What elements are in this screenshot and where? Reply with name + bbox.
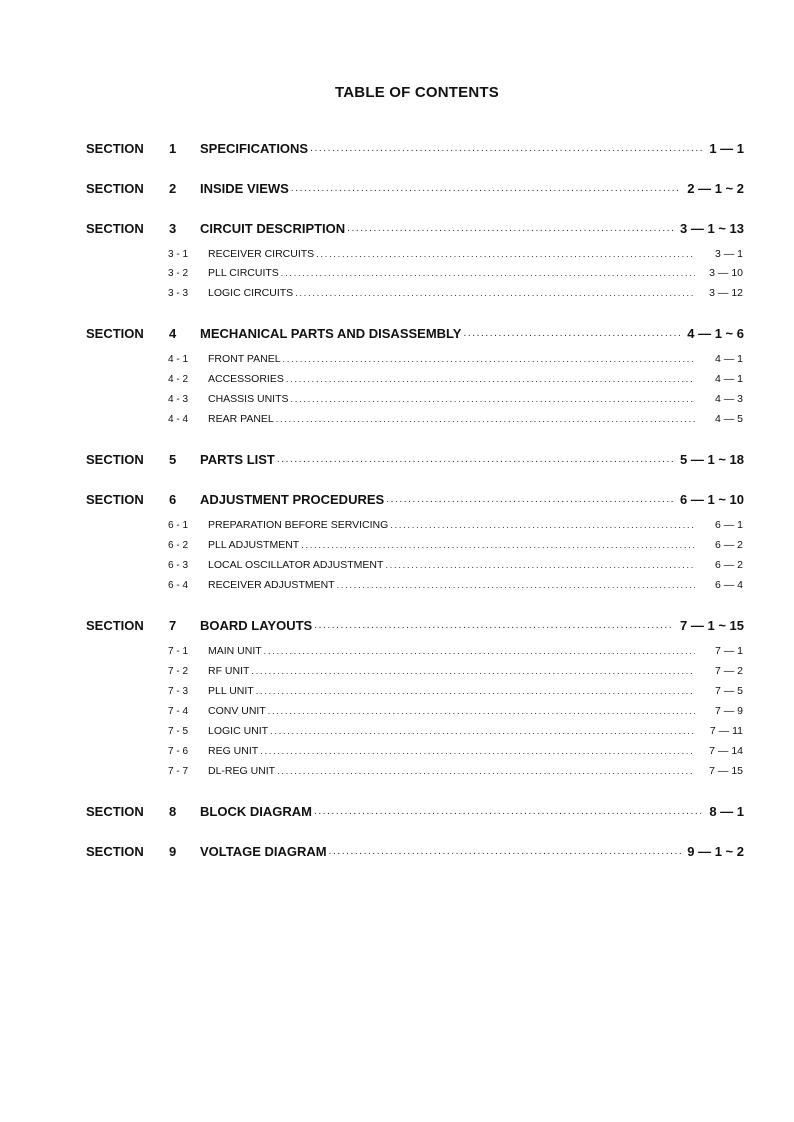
section-label: SECTION <box>86 220 144 236</box>
section-number: 5 <box>169 451 177 467</box>
section-number: 6 <box>169 491 177 507</box>
dot-leader <box>281 268 695 278</box>
subsection-title: PREPARATION BEFORE SERVICING <box>208 519 389 531</box>
section-title: ADJUSTMENT PROCEDURES <box>200 491 385 507</box>
toc-subsection-3-2[interactable] <box>168 265 743 281</box>
subsection-page: 4 — 5 <box>714 413 743 425</box>
toc-subsection-3-1[interactable] <box>168 246 743 262</box>
dot-leader <box>286 374 695 384</box>
page-title: TABLE OF CONTENTS <box>335 84 499 101</box>
subsection-title: PLL ADJUSTMENT <box>208 539 300 551</box>
subsection-title: REAR PANEL <box>208 413 274 425</box>
dot-leader <box>277 454 674 465</box>
subsection-number: 7 - 2 <box>168 665 189 677</box>
toc-subsection-4-1[interactable] <box>168 351 743 367</box>
dot-leader <box>347 223 674 234</box>
subsection-number: 4 - 2 <box>168 373 189 385</box>
dot-leader <box>264 646 695 656</box>
subsection-page: 7 — 15 <box>709 765 743 777</box>
section-page: 1 — 1 <box>709 140 744 156</box>
subsection-number: 7 - 7 <box>168 765 189 777</box>
section-title: SPECIFICATIONS <box>200 140 309 156</box>
subsection-title: CONV UNIT <box>208 705 266 717</box>
subsection-page: 7 — 5 <box>714 685 743 697</box>
dot-leader <box>276 414 695 424</box>
section-label: SECTION <box>86 617 144 633</box>
subsection-page: 3 — 1 <box>714 248 743 260</box>
section-number: 3 <box>169 220 177 236</box>
section-label: SECTION <box>86 140 144 156</box>
subsection-number: 3 - 1 <box>168 248 189 260</box>
dot-leader <box>260 746 695 756</box>
toc-section-6[interactable] <box>86 489 744 509</box>
subsection-page: 4 — 1 <box>714 373 743 385</box>
toc-subsection-7-4[interactable] <box>168 703 743 719</box>
section-label: SECTION <box>86 451 144 467</box>
subsection-title: MAIN UNIT <box>208 645 262 657</box>
toc-subsection-6-2[interactable] <box>168 537 743 553</box>
dot-leader <box>385 560 695 570</box>
subsection-page: 4 — 3 <box>714 393 743 405</box>
section-page: 9 — 1 ~ 2 <box>687 843 744 859</box>
section-page: 2 — 1 ~ 2 <box>687 180 744 196</box>
dot-leader <box>270 726 695 736</box>
dot-leader <box>291 394 695 404</box>
subsection-page: 6 — 1 <box>714 519 743 531</box>
subsection-number: 3 - 3 <box>168 287 189 299</box>
section-page: 7 — 1 ~ 15 <box>680 617 744 633</box>
dot-leader <box>291 183 681 194</box>
dot-leader <box>390 520 695 530</box>
toc-subsection-7-2[interactable] <box>168 663 743 679</box>
section-title: BLOCK DIAGRAM <box>200 803 312 819</box>
subsection-page: 7 — 14 <box>709 745 743 757</box>
subsection-title: LOGIC UNIT <box>208 725 269 737</box>
section-page: 4 — 1 ~ 6 <box>687 325 744 341</box>
subsection-title: FRONT PANEL <box>208 353 281 365</box>
subsection-number: 7 - 1 <box>168 645 189 657</box>
subsection-number: 4 - 1 <box>168 353 189 365</box>
dot-leader <box>314 806 703 817</box>
subsection-title: RF UNIT <box>208 665 250 677</box>
dot-leader <box>295 288 695 298</box>
section-number: 9 <box>169 843 177 859</box>
toc-subsection-7-1[interactable] <box>168 643 743 659</box>
subsection-title: LOCAL OSCILLATOR ADJUSTMENT <box>208 559 384 571</box>
section-label: SECTION <box>86 803 144 819</box>
section-number: 2 <box>169 180 177 196</box>
subsection-page: 7 — 9 <box>714 705 743 717</box>
dot-leader <box>337 580 695 590</box>
dot-leader <box>251 666 695 676</box>
toc-section-8[interactable] <box>86 801 744 821</box>
subsection-number: 7 - 4 <box>168 705 189 717</box>
dot-leader <box>283 354 695 364</box>
dot-leader <box>386 494 674 505</box>
section-title: MECHANICAL PARTS AND DISASSEMBLY <box>200 325 462 341</box>
subsection-title: DL-REG UNIT <box>208 765 276 777</box>
section-page: 3 — 1 ~ 13 <box>680 220 744 236</box>
subsection-title: LOGIC CIRCUITS <box>208 287 294 299</box>
subsection-number: 6 - 2 <box>168 539 189 551</box>
section-page: 6 — 1 ~ 10 <box>680 491 744 507</box>
dot-leader <box>310 143 703 154</box>
toc-subsection-3-3[interactable] <box>168 285 743 301</box>
subsection-page: 6 — 2 <box>714 559 743 571</box>
toc-subsection-7-7[interactable] <box>168 763 743 779</box>
toc-subsection-4-4[interactable] <box>168 411 743 427</box>
toc-subsection-4-2[interactable] <box>168 371 743 387</box>
subsection-number: 7 - 6 <box>168 745 189 757</box>
section-title: BOARD LAYOUTS <box>200 617 313 633</box>
section-number: 4 <box>169 325 177 341</box>
subsection-title: RECEIVER CIRCUITS <box>208 248 315 260</box>
subsection-number: 3 - 2 <box>168 267 189 279</box>
toc-subsection-6-3[interactable] <box>168 557 743 573</box>
toc-section-9[interactable] <box>86 841 744 861</box>
toc-subsection-6-1[interactable] <box>168 517 743 533</box>
section-page: 5 — 1 ~ 18 <box>680 451 744 467</box>
subsection-title: ACCESSORIES <box>208 373 284 385</box>
toc-section-3[interactable] <box>86 218 744 238</box>
section-label: SECTION <box>86 843 144 859</box>
toc-subsection-6-4[interactable] <box>168 577 743 593</box>
section-number: 1 <box>169 140 177 156</box>
subsection-number: 6 - 3 <box>168 559 189 571</box>
dot-leader <box>314 620 674 631</box>
toc-section-5[interactable] <box>86 449 744 469</box>
section-number: 7 <box>169 617 177 633</box>
subsection-number: 4 - 3 <box>168 393 189 405</box>
toc-section-7[interactable] <box>86 615 744 635</box>
dot-leader <box>277 766 695 776</box>
dot-leader <box>268 706 695 716</box>
section-title: VOLTAGE DIAGRAM <box>200 843 327 859</box>
subsection-number: 7 - 3 <box>168 685 189 697</box>
subsection-title: PLL UNIT <box>208 685 254 697</box>
subsection-title: PLL CIRCUITS <box>208 267 279 279</box>
section-label: SECTION <box>86 325 144 341</box>
dot-leader <box>316 249 695 259</box>
dot-leader <box>301 540 695 550</box>
subsection-number: 7 - 5 <box>168 725 189 737</box>
subsection-page: 7 — 1 <box>714 645 743 657</box>
subsection-page: 3 — 12 <box>709 287 743 299</box>
dot-leader <box>463 328 681 339</box>
subsection-title: RECEIVER ADJUSTMENT <box>208 579 335 591</box>
toc-subsection-7-5[interactable] <box>168 723 743 739</box>
section-title: CIRCUIT DESCRIPTION <box>200 220 346 236</box>
dot-leader <box>329 846 682 857</box>
section-page: 8 — 1 <box>709 803 744 819</box>
subsection-page: 3 — 10 <box>709 267 743 279</box>
toc-subsection-7-3[interactable] <box>168 683 743 699</box>
section-title: INSIDE VIEWS <box>200 180 289 196</box>
subsection-page: 7 — 2 <box>714 665 743 677</box>
subsection-title: CHASSIS UNITS <box>208 393 289 405</box>
subsection-title: REG UNIT <box>208 745 259 757</box>
toc-section-2[interactable] <box>86 178 744 198</box>
subsection-page: 7 — 11 <box>709 725 743 737</box>
dot-leader <box>256 686 695 696</box>
toc-section-1[interactable] <box>86 138 744 158</box>
subsection-page: 6 — 2 <box>714 539 743 551</box>
section-title: PARTS LIST <box>200 451 275 467</box>
section-number: 8 <box>169 803 177 819</box>
subsection-page: 6 — 4 <box>714 579 743 591</box>
section-label: SECTION <box>86 491 144 507</box>
subsection-number: 6 - 4 <box>168 579 189 591</box>
toc-section-4[interactable] <box>86 323 744 343</box>
toc-subsection-7-6[interactable] <box>168 743 743 759</box>
subsection-number: 4 - 4 <box>168 413 189 425</box>
subsection-number: 6 - 1 <box>168 519 189 531</box>
section-label: SECTION <box>86 180 144 196</box>
subsection-page: 4 — 1 <box>714 353 743 365</box>
toc-subsection-4-3[interactable] <box>168 391 743 407</box>
